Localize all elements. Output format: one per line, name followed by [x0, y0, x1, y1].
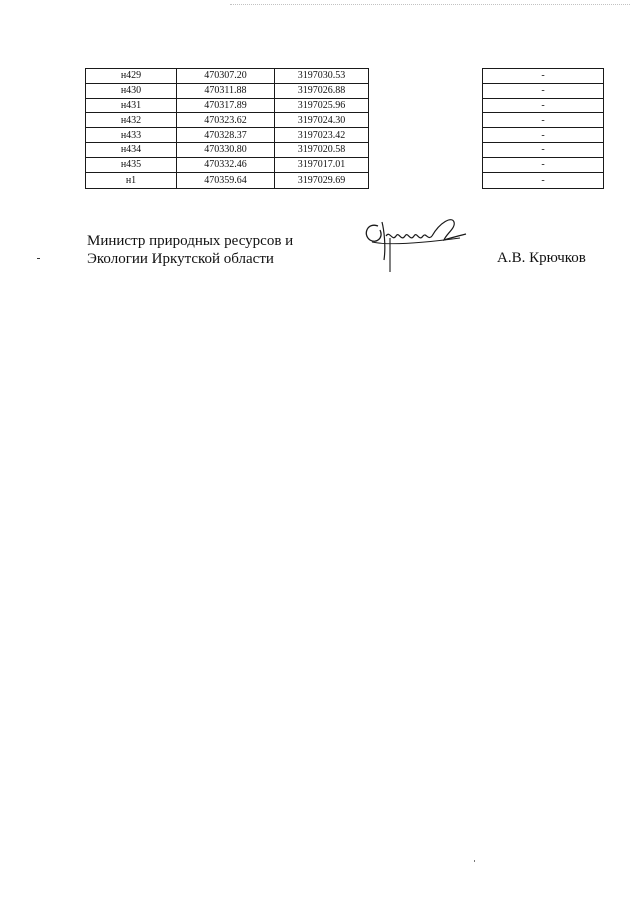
- empty-cell: [369, 113, 483, 128]
- x-coordinate-cell: 470328.37: [177, 128, 275, 143]
- x-coordinate-cell: 470323.62: [177, 113, 275, 128]
- y-coordinate-cell: 3197017.01: [275, 157, 369, 172]
- mark-cell: -: [483, 69, 604, 84]
- y-coordinate-cell: 3197025.96: [275, 98, 369, 113]
- y-coordinate-cell: 3197030.53: [275, 69, 369, 84]
- empty-cell: [369, 98, 483, 113]
- mark-cell: -: [483, 128, 604, 143]
- point-cell: н435: [86, 157, 177, 172]
- table-row: [86, 142, 604, 157]
- x-coordinate-cell: 470359.64: [177, 172, 275, 188]
- handwritten-signature: [360, 212, 470, 277]
- point-cell: н430: [86, 83, 177, 98]
- coordinates-table-body: [86, 69, 604, 189]
- mark-cell: -: [483, 172, 604, 188]
- y-coordinate-cell: 3197026.88: [275, 83, 369, 98]
- y-coordinate-cell: 3197029.69: [275, 172, 369, 188]
- empty-cell: [369, 69, 483, 84]
- table-row: [86, 113, 604, 128]
- x-coordinate-cell: 470332.46: [177, 157, 275, 172]
- mark-cell: -: [483, 98, 604, 113]
- table-row: [86, 69, 604, 84]
- table-row: [86, 98, 604, 113]
- scan-speck: [37, 258, 40, 259]
- point-cell: н1: [86, 172, 177, 188]
- scan-artifact-line: [230, 4, 630, 9]
- empty-cell: [369, 142, 483, 157]
- signatory-name: А.В. Крючков: [497, 250, 586, 266]
- table-row: [86, 172, 604, 188]
- signatory-position-line1: Министр природных ресурсов и: [87, 233, 294, 249]
- table-row: [86, 128, 604, 143]
- empty-cell: [369, 128, 483, 143]
- empty-cell: [369, 83, 483, 98]
- x-coordinate-cell: 470330.80: [177, 142, 275, 157]
- point-cell: н433: [86, 128, 177, 143]
- y-coordinate-cell: 3197020.58: [275, 142, 369, 157]
- mark-cell: -: [483, 142, 604, 157]
- mark-cell: -: [483, 83, 604, 98]
- coordinates-table: [85, 68, 604, 189]
- point-cell: н429: [86, 69, 177, 84]
- y-coordinate-cell: 3197023.42: [275, 128, 369, 143]
- y-coordinate-cell: 3197024.30: [275, 113, 369, 128]
- scan-speck: [474, 860, 475, 862]
- table-row: [86, 83, 604, 98]
- x-coordinate-cell: 470317.89: [177, 98, 275, 113]
- point-cell: н431: [86, 98, 177, 113]
- signatory-position-line2: Экологии Иркутской области: [87, 251, 274, 267]
- signatory-position: [87, 232, 293, 268]
- point-cell: н432: [86, 113, 177, 128]
- empty-cell: [369, 157, 483, 172]
- table-row: [86, 157, 604, 172]
- x-coordinate-cell: 470307.20: [177, 69, 275, 84]
- mark-cell: -: [483, 113, 604, 128]
- empty-cell: [369, 172, 483, 188]
- mark-cell: -: [483, 157, 604, 172]
- point-cell: н434: [86, 142, 177, 157]
- x-coordinate-cell: 470311.88: [177, 83, 275, 98]
